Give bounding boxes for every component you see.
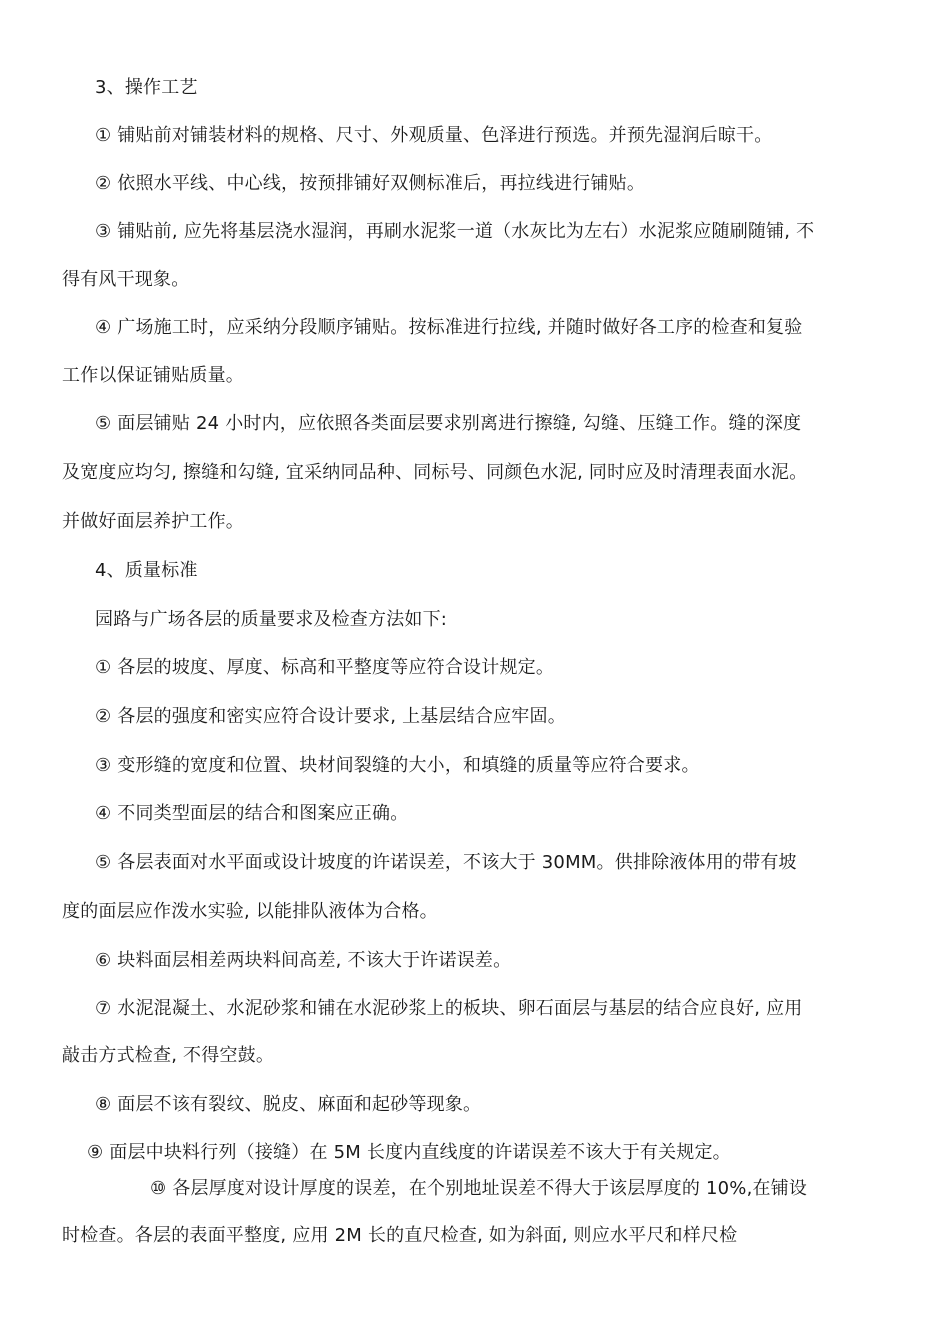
- quality-item-7-cont: 敲击方式检查, 不得空鼓。: [62, 1045, 275, 1066]
- process-item-2: ② 依照水平线、中心线，按预排铺好双侧标准后，再拉线进行铺贴。: [95, 173, 646, 194]
- process-item-3: ③ 铺贴前, 应先将基层浇水湿润，再刷水泥浆一道（水灰比为左右）水泥浆应随刷随铺, 不: [95, 221, 815, 242]
- quality-item-2: ② 各层的强度和密实应符合设计要求, 上基层结合应牢固。: [95, 706, 566, 727]
- process-item-5-cont: 及宽度应均匀, 擦缝和勾缝, 宜采纳同品种、同标号、同颜色水泥, 同时应及时清理表面水泥。: [62, 462, 808, 483]
- process-item-5-cont-2: 并做好面层养护工作。: [62, 511, 244, 532]
- process-item-1: ① 铺贴前对铺装材料的规格、尺寸、外观质量、色泽进行预选。并预先湿润后晾干。: [95, 125, 773, 146]
- process-item-4: ④ 广场施工时，应采纳分段顺序铺贴。按标准进行拉线, 并随时做好各工序的检查和复验: [95, 317, 803, 338]
- process-item-4-cont: 工作以保证铺贴质量。: [62, 365, 244, 386]
- quality-item-7: ⑦ 水泥混凝土、水泥砂浆和铺在水泥砂浆上的板块、卵石面层与基层的结合应良好, 应用: [95, 998, 803, 1019]
- quality-item-6: ⑥ 块料面层相差两块料间高差, 不该大于许诺误差。: [95, 950, 512, 971]
- section-4-heading: 4、质量标准: [95, 560, 198, 581]
- process-item-5: ⑤ 面层铺贴 24 小时内，应依照各类面层要求别离进行擦缝, 勾缝、压缝工作。缝的深度: [95, 413, 802, 434]
- quality-item-9: ⑨ 面层中块料行列（接缝）在 5M 长度内直线度的许诺误差不该大于有关规定。: [87, 1142, 731, 1163]
- quality-item-5: ⑤ 各层表面对水平面或设计坡度的许诺误差，不该大于 30MM。供排除液体用的带有坡: [95, 852, 797, 873]
- quality-item-8: ⑧ 面层不该有裂纹、脱皮、麻面和起砂等现象。: [95, 1094, 482, 1115]
- quality-item-1: ① 各层的坡度、厚度、标高和平整度等应符合设计规定。: [95, 657, 555, 678]
- quality-item-10-cont: 时检查。各层的表面平整度, 应用 2M 长的直尺检查, 如为斜面, 则应水平尺和样尺检: [62, 1225, 738, 1246]
- quality-item-10: ⑩ 各层厚度对设计厚度的误差，在个别地址误差不得大于该层厚度的 10%,在铺设: [150, 1178, 808, 1199]
- quality-item-5-cont: 度的面层应作泼水实验, 以能排队液体为合格。: [62, 901, 438, 922]
- quality-item-4: ④ 不同类型面层的结合和图案应正确。: [95, 803, 409, 824]
- quality-item-3: ③ 变形缝的宽度和位置、块材间裂缝的大小，和填缝的质量等应符合要求。: [95, 755, 700, 776]
- section-3-heading: 3、操作工艺: [95, 77, 198, 98]
- section-4-intro: 园路与广场各层的质量要求及检查方法如下:: [95, 609, 448, 630]
- process-item-3-cont: 得有风干现象。: [62, 269, 190, 290]
